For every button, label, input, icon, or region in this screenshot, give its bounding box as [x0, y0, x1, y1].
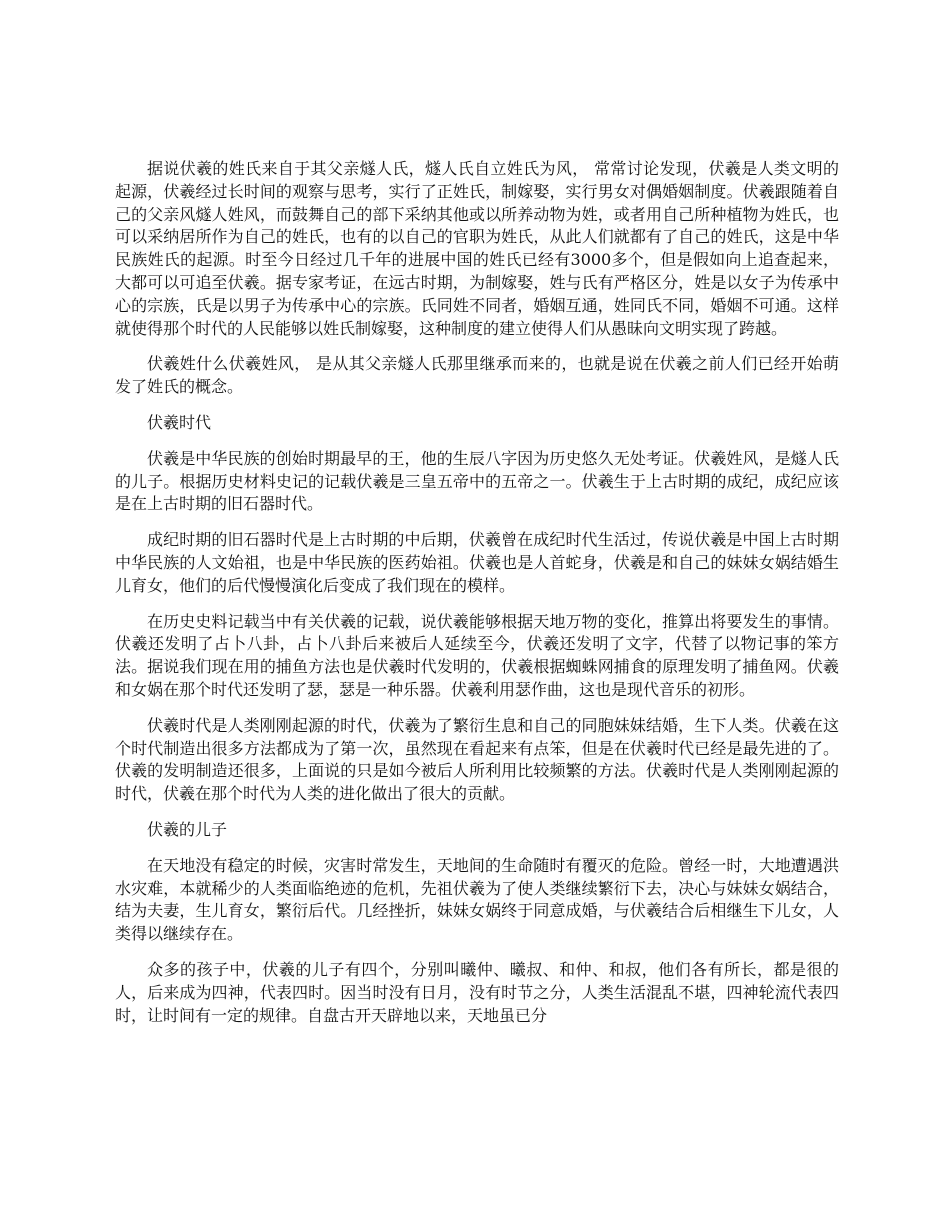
paragraph-fuxi-surname: 伏羲姓什么伏羲姓风， 是从其父亲燧人氏那里继承而来的，也就是说在伏羲之前人们已经开始萌发了姓氏的概念。 — [115, 354, 839, 397]
paragraph-surname-origin: 据说伏羲的姓氏来自于其父亲燧人氏，燧人氏自立姓氏为风， 常常讨论发现，伏羲是人类文明的起源，伏羲经过长时间的观察与思考，实行了正姓氏，制嫁娶，实行男女对偶婚姻制度。伏羲跟随着自己的父亲风燧人姓风，而鼓舞自己的部下采纳其他或以所养动物为姓，或者用自己所种植物为姓氏，也可以采纳居所作为自己的姓氏，也有的以自己的官职为姓氏，从此人们就都有了自己的姓氏，这是中华民族姓氏的起源。时至今日经过几千年的进展中国的姓氏已经有3000多个，但是假如向上追查起来，大都可以可追至伏羲。据专家考证，在远古时期，为制嫁娶，姓与氏有严格区分，姓是以女子为传承中心的宗族，氏是以男子为传承中心的宗族。氏同姓不同者，婚姻互通，姓同氏不同，婚姻不可通。这样就使得那个时代的人民能够以姓氏制嫁娶，这种制度的建立使得人们从愚昧向文明实现了跨越。 — [115, 159, 839, 338]
document-body — [115, 158, 839, 1040]
paragraph-human-origin: 伏羲时代是人类刚刚起源的时代，伏羲为了繁衍生息和自己的同胞妹妹结婚，生下人类。伏羲在这个时代制造出很多方法都成为了第一次，虽然现在看起来有点笨，但是在伏羲时代已经是最先进的了。伏羲的发明制造还很多，上面说的只是如今被后人所利用比较频繁的方法。伏羲时代是人类刚刚起源的时代，伏羲在那个时代为人类的进化做出了很大的贡献。 — [115, 715, 839, 804]
paragraph-flood: 在天地没有稳定的时候，灾害时常发生，天地间的生命随时有覆灭的危险。曾经一时，大地遭遇洪水灾难，本就稀少的人类面临绝迹的危机，先祖伏羲为了使人类继续繁衍下去，决心与妹妹女娲结合，结为夫妻，生儿育女，繁衍后代。几经挫折，妹妹女娲终于同意成婚，与伏羲结合后相继生下儿女，人类得以继续存在。 — [115, 855, 839, 944]
paragraph-inventions: 在历史史料记载当中有关伏羲的记载，说伏羲能够根据天地万物的变化，推算出将要发生的事情。伏羲还发明了占卜八卦，占卜八卦后来被后人延续至今，伏羲还发明了文字，代替了以物记事的笨方法。据说我们现在用的捕鱼方法也是伏羲时代发明的，伏羲根据蜘蛛网捕食的原理发明了捕鱼网。伏羲和女娲在那个时代还发明了瑟，瑟是一种乐器。伏羲利用瑟作曲，这也是现代音乐的初形。 — [115, 611, 839, 699]
paragraph-chengji-era: 成纪时期的旧石器时代是上古时期的中后期，伏羲曾在成纪时代生活过，传说伏羲是中国上古时期中华民族的人文始祖，也是中华民族的医药始祖。伏羲也是人首蛇身，伏羲是和自己的妹妹女娲结婚生儿育女，他们的后代慢慢演化后变成了我们现在的模样。 — [115, 530, 839, 595]
paragraph-four-sons: 众多的孩子中，伏羲的儿子有四个，分别叫曦仲、曦叔、和仲、和叔，他们各有所长，都是很的人，后来成为四神，代表四时。因当时没有日月，没有时节之分，人类生活混乱不堪，四神轮流代表四时，让时间有一定的规律。自盘古开天辟地以来，天地虽已分 — [115, 959, 839, 1025]
section-heading-fuxi-sons: 伏羲的儿子 — [147, 819, 228, 839]
paragraph-fuxi-king: 伏羲是中华民族的创始时期最早的王，他的生辰八字因为历史悠久无处考证。伏羲姓风，是燧人氏的儿子。根据历史材料史记的记载伏羲是三皇五帝中的五帝之一。伏羲生于上古时期的成纪，成纪应该是在上古时期的旧石器时代。 — [115, 448, 839, 514]
section-heading-fuxi-era: 伏羲时代 — [147, 412, 212, 432]
